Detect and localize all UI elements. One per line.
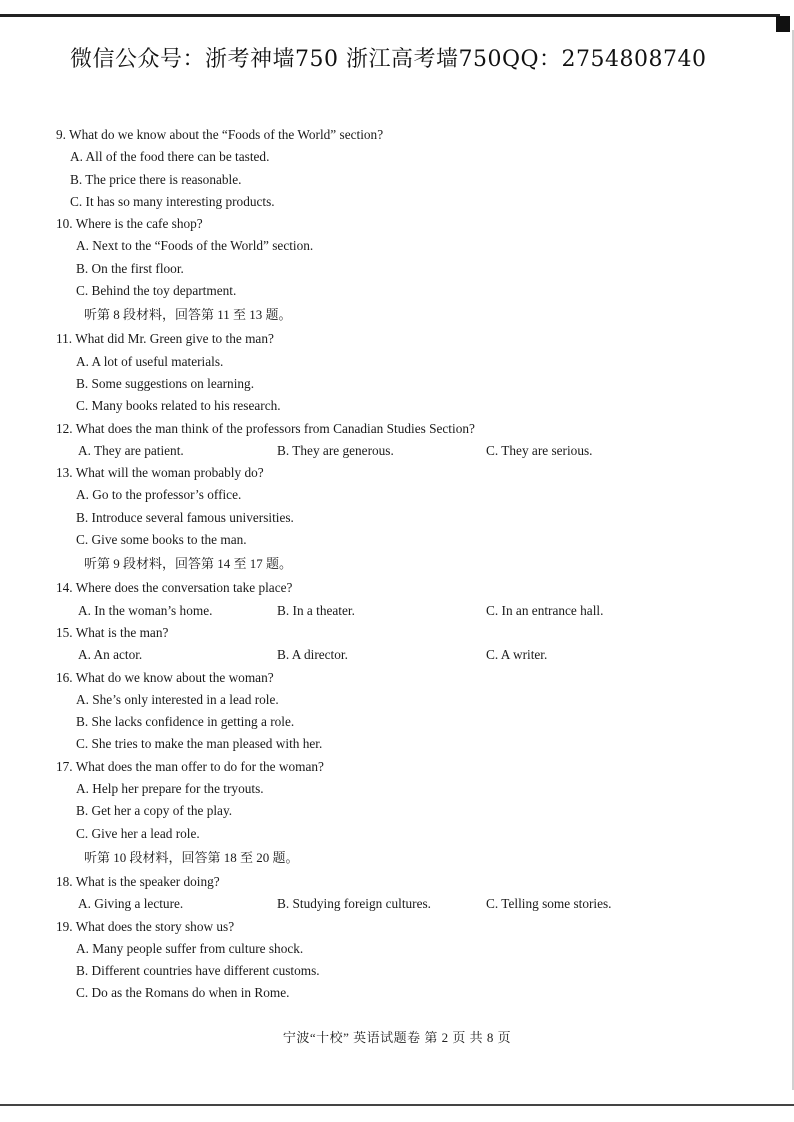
q14-option-c: C. In an entrance hall.	[486, 602, 604, 618]
q15-option-b: B. A director.	[277, 647, 348, 663]
q12-option-a: A. They are patient.	[78, 442, 184, 458]
q18-option-b: B. Studying foreign cultures.	[277, 896, 432, 912]
q15-option-a: A. An actor.	[78, 647, 143, 663]
q13-option-b: B. Introduce several famous universities.	[76, 509, 294, 525]
question-13: 13. What will the woman probably do?	[56, 465, 264, 481]
q13-option-a: A. Go to the professor’s office.	[76, 487, 242, 503]
q16-option-b: B. She lacks confidence in getting a role.	[76, 714, 295, 730]
q17-option-a: A. Help her prepare for the tryouts.	[76, 781, 264, 797]
question-9: 9. What do we know about the “Foods of the World” section?	[56, 127, 384, 142]
q17-option-b: B. Get her a copy of the play.	[76, 803, 233, 819]
scan-corner-mark	[776, 16, 790, 32]
q15-options	[56, 644, 756, 666]
section-8-instruction: 听第 8 段材料，回答第 11 至 13 题。	[84, 307, 292, 323]
question-14: 14. Where does the conversation take place?	[56, 580, 293, 596]
q10-option-b: B. On the first floor.	[76, 260, 184, 276]
q19-option-c: C. Do as the Romans do when in Rome.	[76, 985, 290, 1001]
q17-option-c: C. Give her a lead role.	[76, 825, 200, 841]
q10-option-a: A. Next to the “Foods of the World” section.	[76, 238, 314, 254]
watermark-header: 微信公众号：浙考神墙750 浙江高考墙750QQ：2754808740	[70, 47, 707, 72]
q19-option-b: B. Different countries have different customs.	[76, 963, 320, 979]
q12-option-b: B. They are generous.	[277, 442, 394, 458]
q10-option-c: C. Behind the toy department.	[76, 283, 237, 299]
q12-options	[56, 440, 756, 462]
q13-option-c: C. Give some books to the man.	[76, 532, 247, 548]
section-9-instruction: 听第 9 段材料，回答第 14 至 17 题。	[84, 556, 293, 572]
q14-option-b: B. In a theater.	[277, 602, 355, 618]
question-18: 18. What is the speaker doing?	[56, 873, 220, 889]
question-list	[56, 124, 756, 1005]
page-footer: 宁波“十校” 英语试题卷 第 2 页 共 8 页	[282, 1030, 512, 1045]
question-15: 15. What is the man?	[56, 624, 169, 640]
q15-option-c: C. A writer.	[486, 647, 548, 663]
q9-option-a: A. All of the food there can be tasted.	[70, 149, 270, 165]
top-border-line	[0, 14, 780, 17]
question-10: 10. Where is the cafe shop?	[56, 216, 203, 232]
question-17: 17. What does the man offer to do for the woman?	[56, 758, 324, 774]
q9-option-b: B. The price there is reasonable.	[70, 171, 242, 187]
q19-option-a: A. Many people suffer from culture shock.	[76, 940, 304, 956]
q9-option-c: C. It has so many interesting products.	[70, 193, 275, 209]
q14-option-a: A. In the woman’s home.	[78, 602, 213, 618]
question-19: 19. What does the story show us?	[56, 918, 235, 934]
q16-option-c: C. She tries to make the man pleased with her.	[76, 736, 323, 752]
q11-option-b: B. Some suggestions on learning.	[76, 375, 255, 391]
q11-option-a: A. A lot of useful materials.	[76, 353, 224, 369]
q12-option-c: C. They are serious.	[486, 442, 593, 458]
q18-option-a: A. Giving a lecture.	[78, 896, 184, 912]
q18-option-c: C. Telling some stories.	[486, 896, 612, 912]
section-10-instruction: 听第 10 段材料，回答第 18 至 20 题。	[84, 849, 299, 865]
q16-option-a: A. She’s only interested in a lead role.	[76, 691, 279, 707]
question-16: 16. What do we know about the woman?	[56, 669, 274, 685]
bottom-border-line	[0, 1104, 794, 1106]
q18-options	[56, 893, 756, 915]
q11-option-c: C. Many books related to his research.	[76, 398, 281, 414]
question-12: 12. What does the man think of the professors from Canadian Studies Section?	[56, 420, 475, 436]
question-11: 11. What did Mr. Green give to the man?	[56, 331, 274, 347]
q14-options	[56, 600, 756, 622]
